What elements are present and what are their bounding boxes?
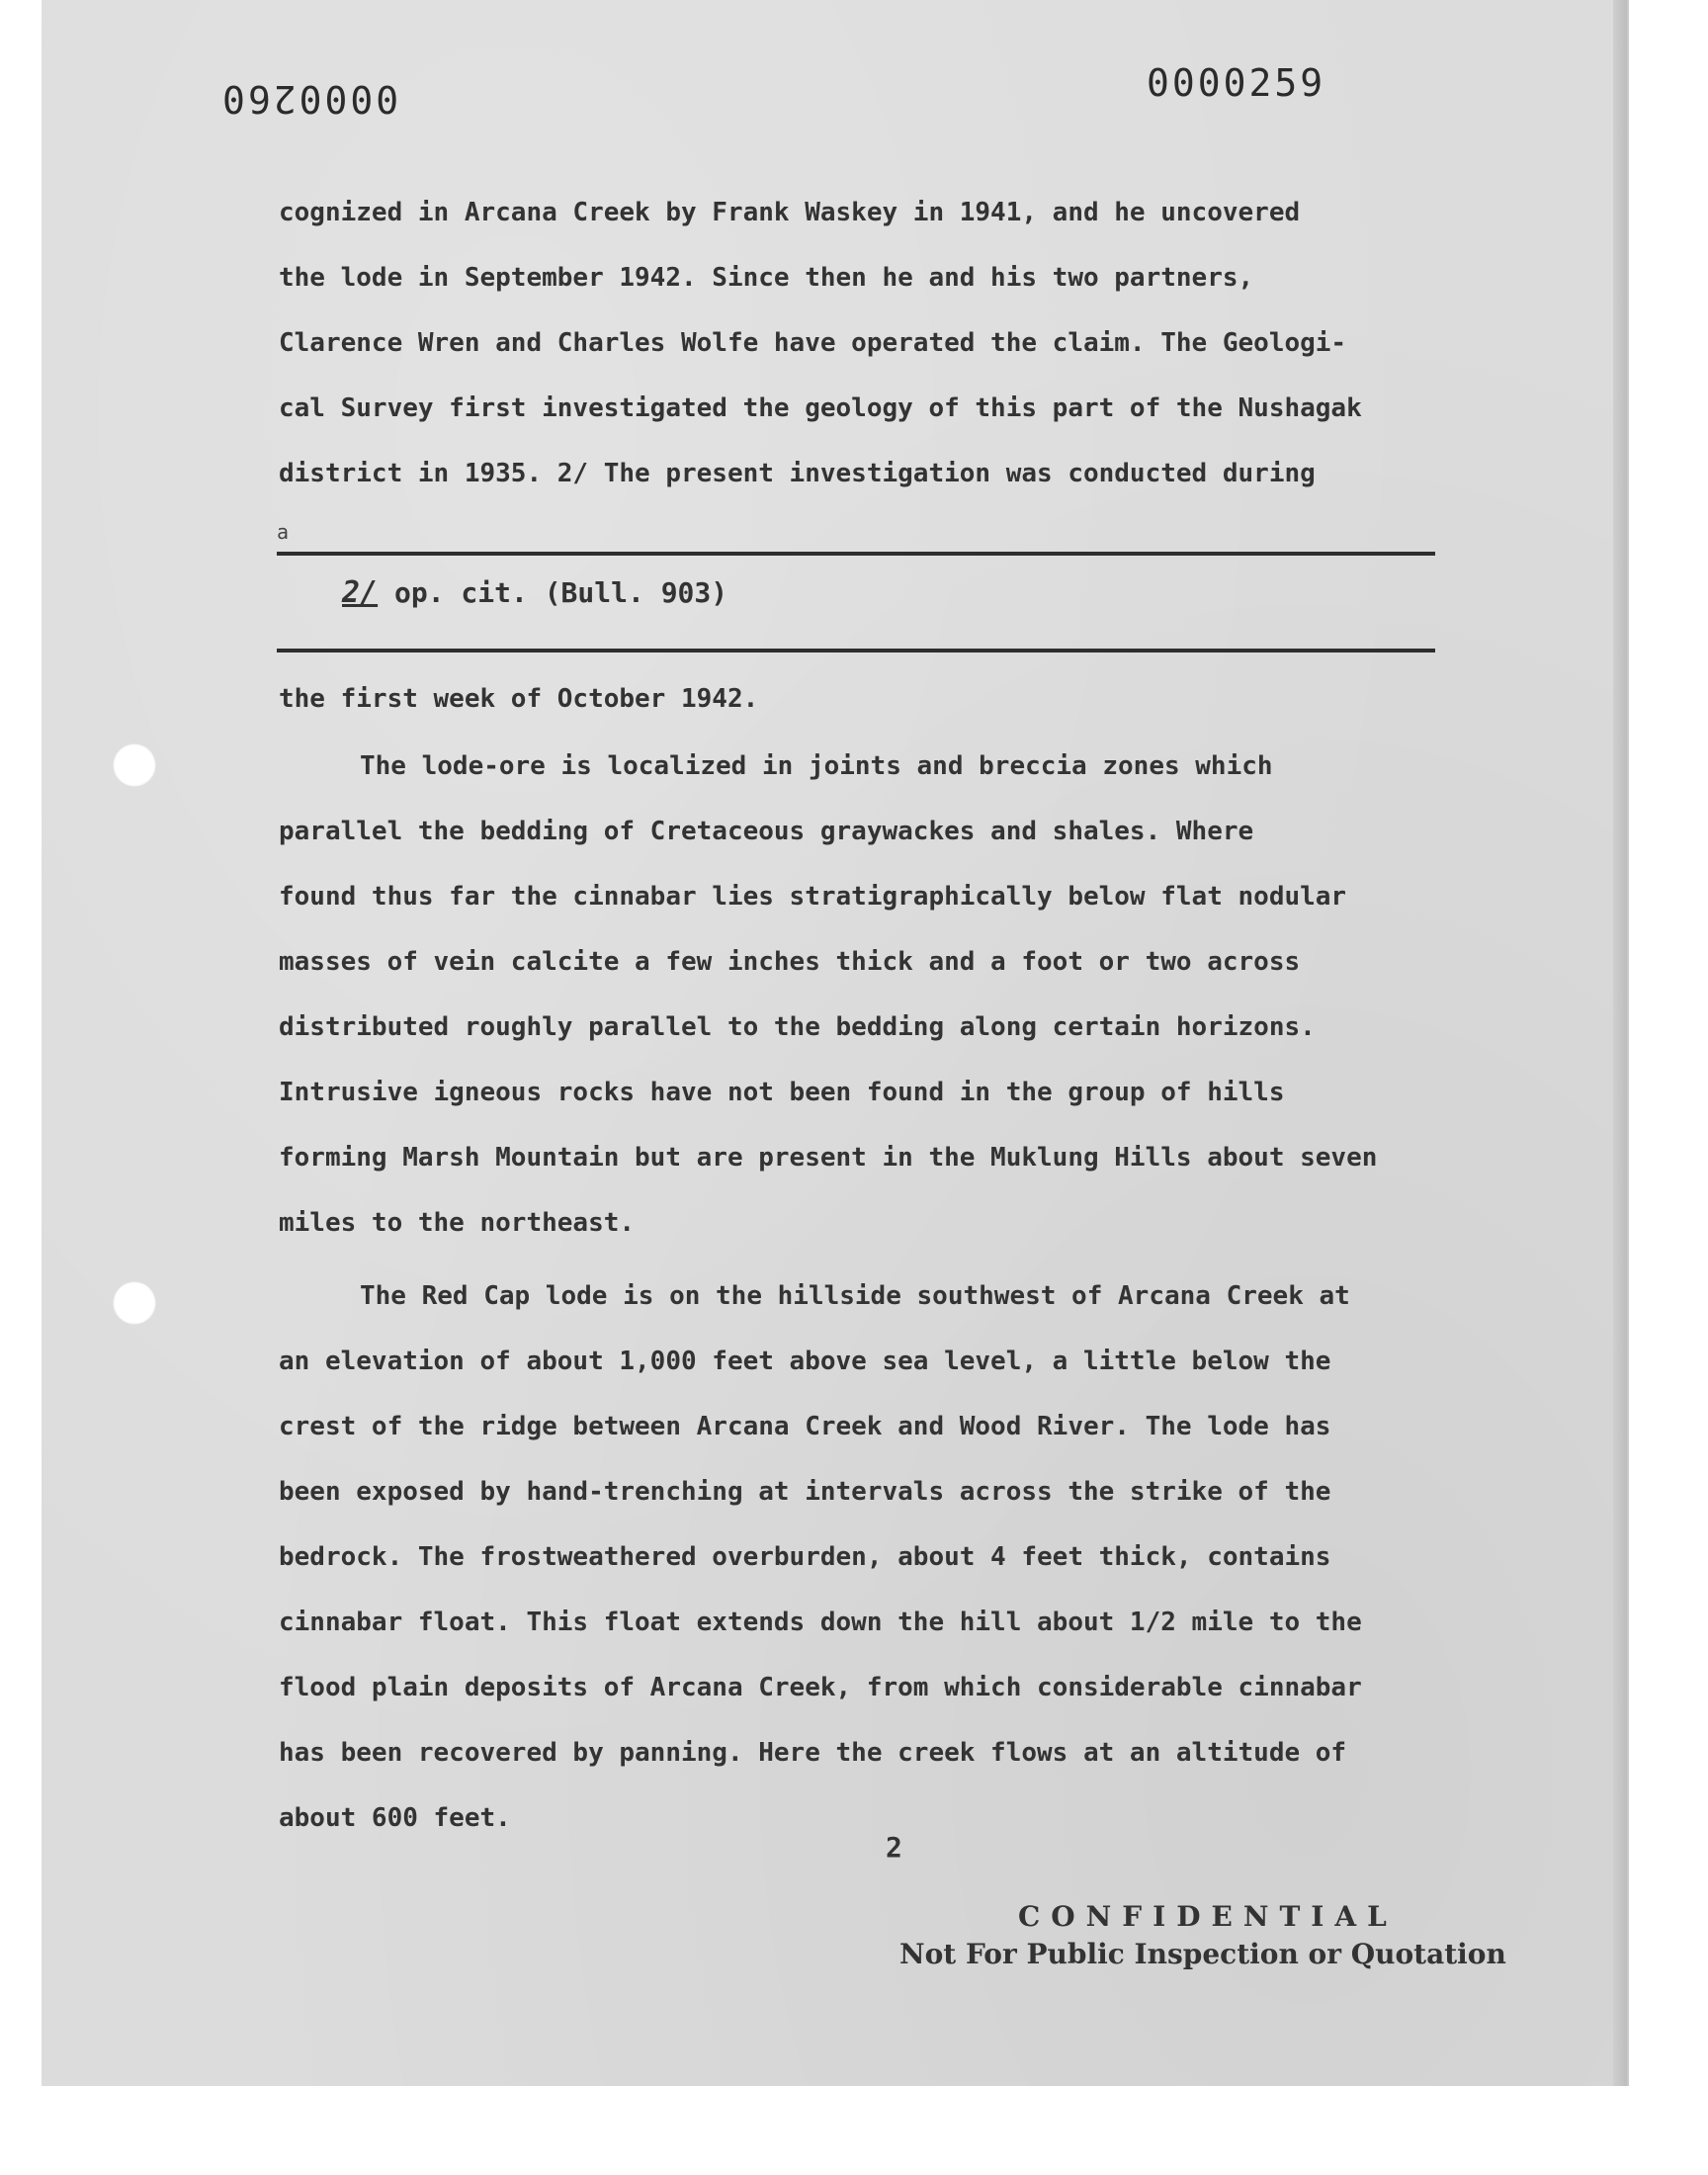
body-line: the first week of October 1942.: [279, 684, 759, 714]
body-line: an elevation of about 1,000 feet above sea level, a little below the: [279, 1347, 1331, 1376]
body-line: Intrusive igneous rocks have not been found in the group of hills: [279, 1078, 1285, 1107]
body-line: parallel the bedding of Cretaceous graywackes and shales. Where: [279, 817, 1254, 846]
body-line: found thus far the cinnabar lies stratigraphically below flat nodular: [279, 882, 1347, 912]
punch-hole-top: [113, 743, 156, 787]
inspection-notice: Not For Public Inspection or Quotation: [899, 1938, 1506, 1970]
paragraph-1: [279, 734, 1465, 1256]
footnote-rule-top: [277, 552, 1435, 556]
confidential-label: CONFIDENTIAL: [1018, 1900, 1398, 1933]
footnote-mark: 2/: [342, 575, 379, 610]
body-line: forming Marsh Mountain but are present in the Muklung Hills about seven: [279, 1143, 1378, 1173]
body-line: masses of vein calcite a few inches thick and a foot or two across: [279, 947, 1301, 977]
body-line: distributed roughly parallel to the bedding along certain horizons.: [279, 1012, 1316, 1042]
body-line: crest of the ridge between Arcana Creek and Wood River. The lode has: [279, 1412, 1331, 1441]
punch-hole-bottom: [113, 1281, 156, 1325]
body-line: has been recovered by panning. Here the creek flows at an altitude of: [279, 1738, 1347, 1768]
body-line: The lode-ore is localized in joints and breccia zones which: [360, 751, 1273, 781]
body-line: bedrock. The frostweathered overburden, about 4 feet thick, contains: [279, 1542, 1331, 1572]
body-line: about 600 feet.: [279, 1803, 511, 1833]
page-stamp-inverted: 0000260: [219, 77, 399, 121]
body-line: been exposed by hand-trenching at intervals across the strike of the: [279, 1477, 1331, 1507]
body-line: the lode in September 1942. Since then he and his two partners,: [279, 263, 1254, 293]
body-top-block: [279, 180, 1465, 506]
footnote-rule-bottom: [277, 649, 1435, 652]
body-line: cinnabar float. This float extends down the hill about 1/2 mile to the: [279, 1608, 1362, 1637]
body-line: miles to the northeast.: [279, 1208, 636, 1238]
body-line: cognized in Arcana Creek by Frank Waskey in 1941, and he uncovered: [279, 198, 1301, 227]
body-line: The Red Cap lode is on the hillside southwest of Arcana Creek at: [360, 1281, 1350, 1311]
continuation-block: [279, 666, 1465, 732]
page-number: 2: [886, 1831, 902, 1864]
body-line: Clarence Wren and Charles Wolfe have operated the claim. The Geologi-: [279, 328, 1347, 358]
body-line: district in 1935. 2/ The present investigation was conducted during: [279, 459, 1316, 488]
page-stamp: 0000259: [1147, 61, 1326, 105]
page-edge-shadow: [1613, 0, 1627, 2086]
paragraph-2: [279, 1263, 1465, 1851]
stray-mark: a: [277, 520, 290, 544]
body-line: cal Survey first investigated the geology of this part of the Nushagak: [279, 393, 1362, 423]
footnote: [342, 575, 727, 610]
footnote-text: op. cit. (Bull. 903): [393, 576, 728, 609]
body-line: flood plain deposits of Arcana Creek, from which considerable cinnabar: [279, 1673, 1362, 1702]
